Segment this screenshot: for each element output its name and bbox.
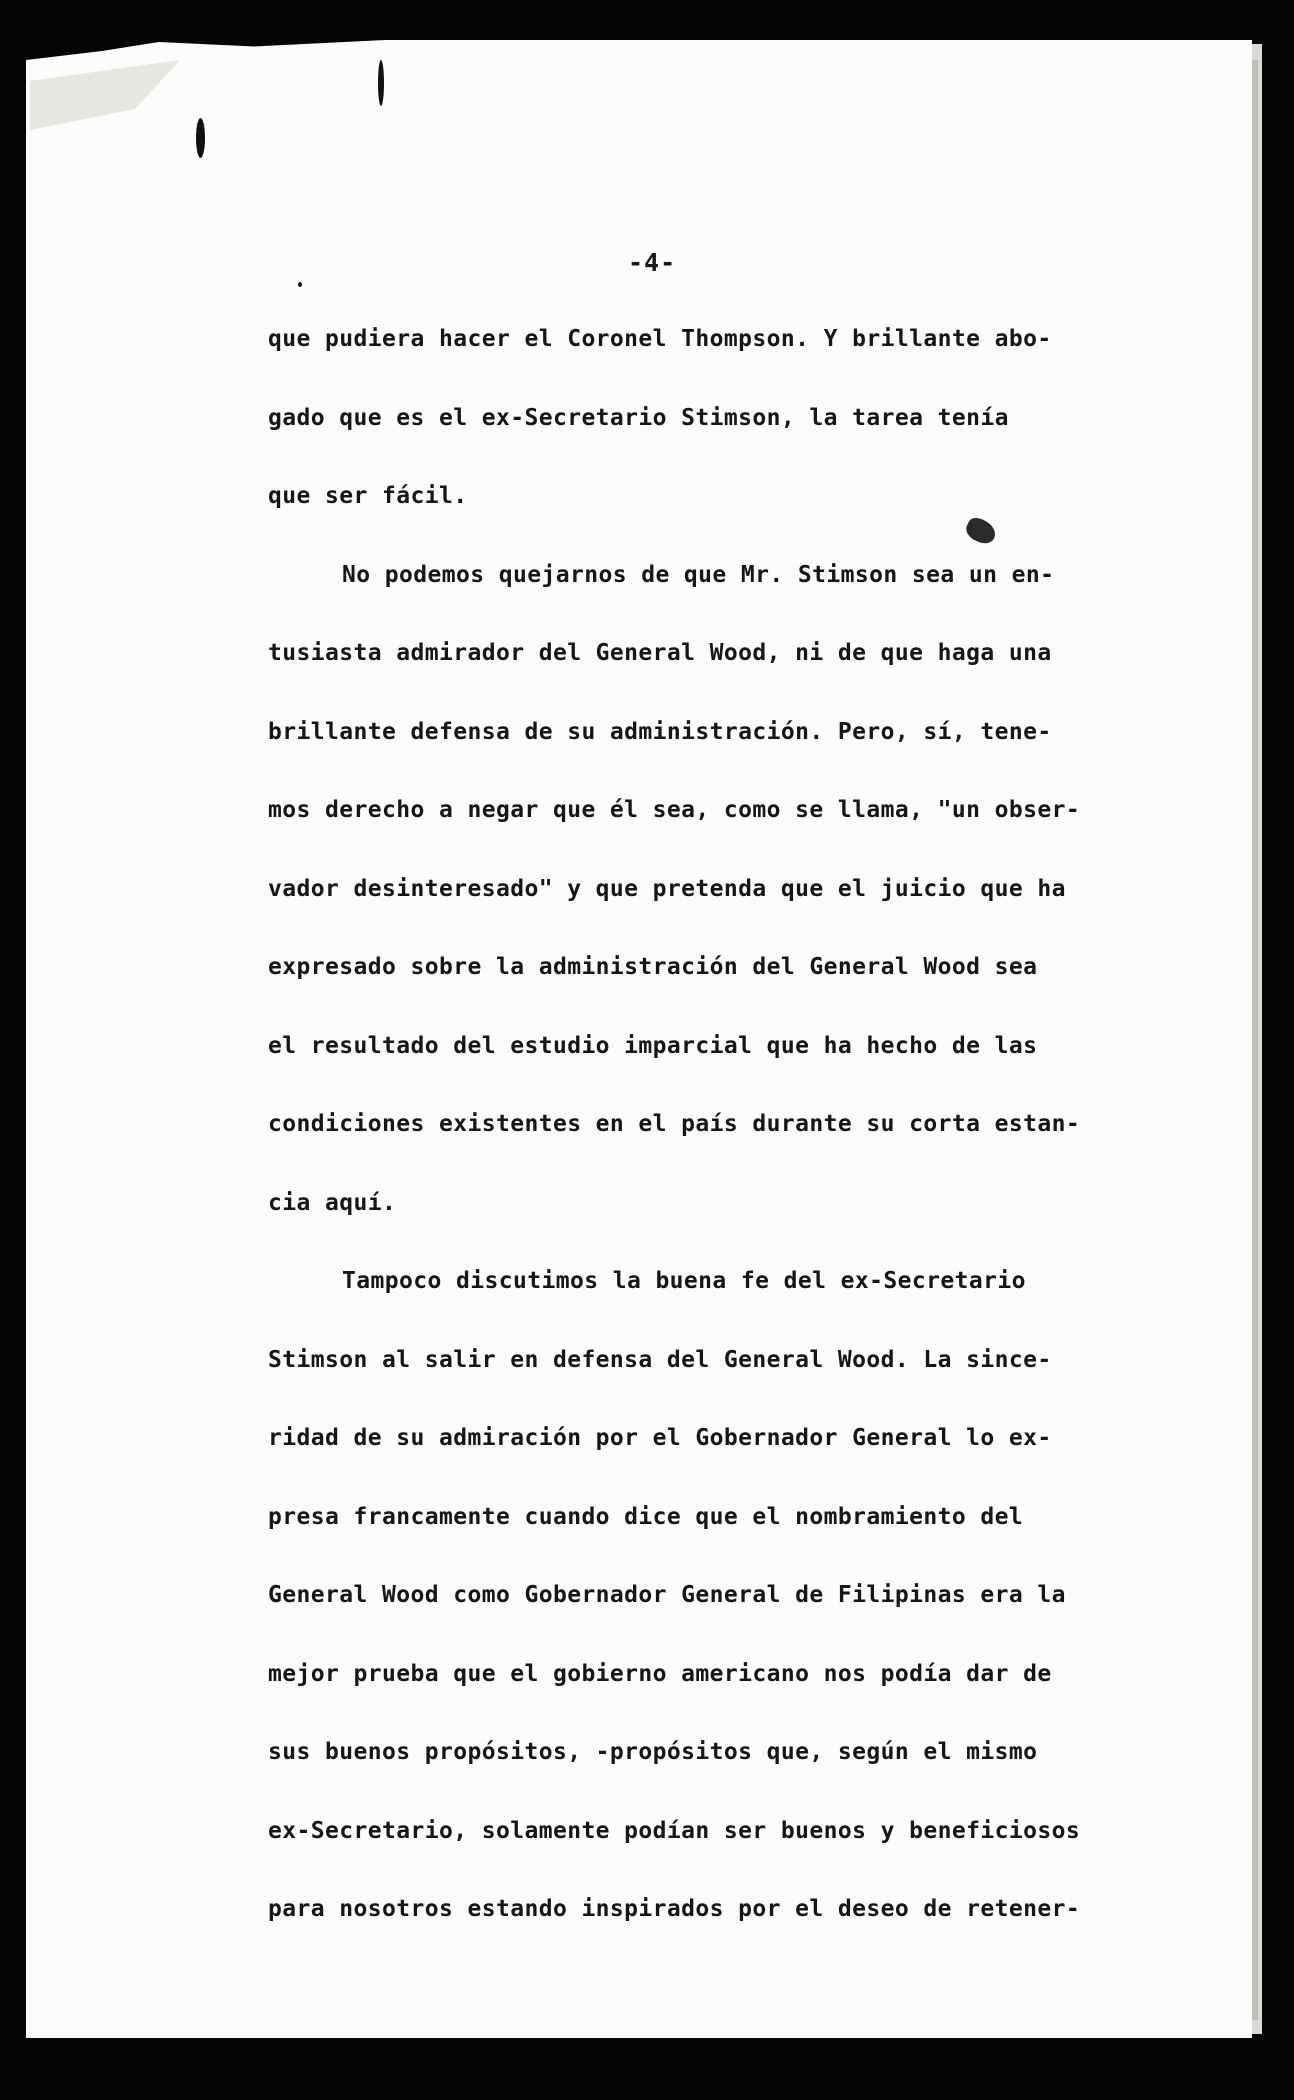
ink-blot <box>378 60 384 106</box>
paragraph-start-line: Tampoco discutimos la buena fe del ex-Secretario <box>342 1268 1026 1294</box>
text-line: que ser fácil. <box>268 483 468 509</box>
text-line: el resultado del estudio imparcial que ha hecho de las <box>268 1032 1038 1059</box>
text-line: tusiasta admirador del General Wood, ni de que haga una <box>268 640 1052 666</box>
text-line: mejor prueba que el gobierno americano nos podía dar de <box>268 1660 1052 1687</box>
text-line: presa francamente cuando dice que el nombramiento del <box>268 1503 1024 1530</box>
text-line: para nosotros estando inspirados por el deseo de retener- <box>268 1896 1081 1922</box>
typed-text-body <box>268 318 1148 1967</box>
text-line: condiciones existentes en el país durante su corta estan- <box>268 1111 1081 1137</box>
paragraph-start-line: No podemos quejarnos de que Mr. Stimson sea un en- <box>342 561 1055 588</box>
text-line: ex-Secretario, solamente podían ser buenos y beneficiosos <box>268 1817 1081 1844</box>
text-line: sus buenos propósitos, -propósitos que, según el mismo <box>268 1739 1038 1765</box>
text-line: mos derecho a negar que él sea, como se llama, "un obser- <box>268 797 1081 823</box>
text-line: cia aquí. <box>268 1189 397 1216</box>
page-number: -4- <box>628 248 677 277</box>
text-line: brillante defensa de su administración. Pero, sí, tene- <box>268 718 1052 745</box>
text-line: Stimson al salir en defensa del General Wood. La since- <box>268 1346 1052 1373</box>
text-line: ridad de su admiración por el Gobernador General lo ex- <box>268 1425 1052 1451</box>
text-line: gado que es el ex-Secretario Stimson, la tarea tenía <box>268 404 1009 431</box>
text-line: General Wood como Gobernador General de Filipinas era la <box>268 1582 1066 1608</box>
text-line: vador desinteresado" y que pretenda que el juicio que ha <box>268 875 1066 902</box>
ink-dot <box>298 282 302 287</box>
text-line: que pudiera hacer el Coronel Thompson. Y brillante abo- <box>268 326 1052 352</box>
ink-blot <box>196 118 205 158</box>
text-line: expresado sobre la administración del General Wood sea <box>268 954 1038 980</box>
